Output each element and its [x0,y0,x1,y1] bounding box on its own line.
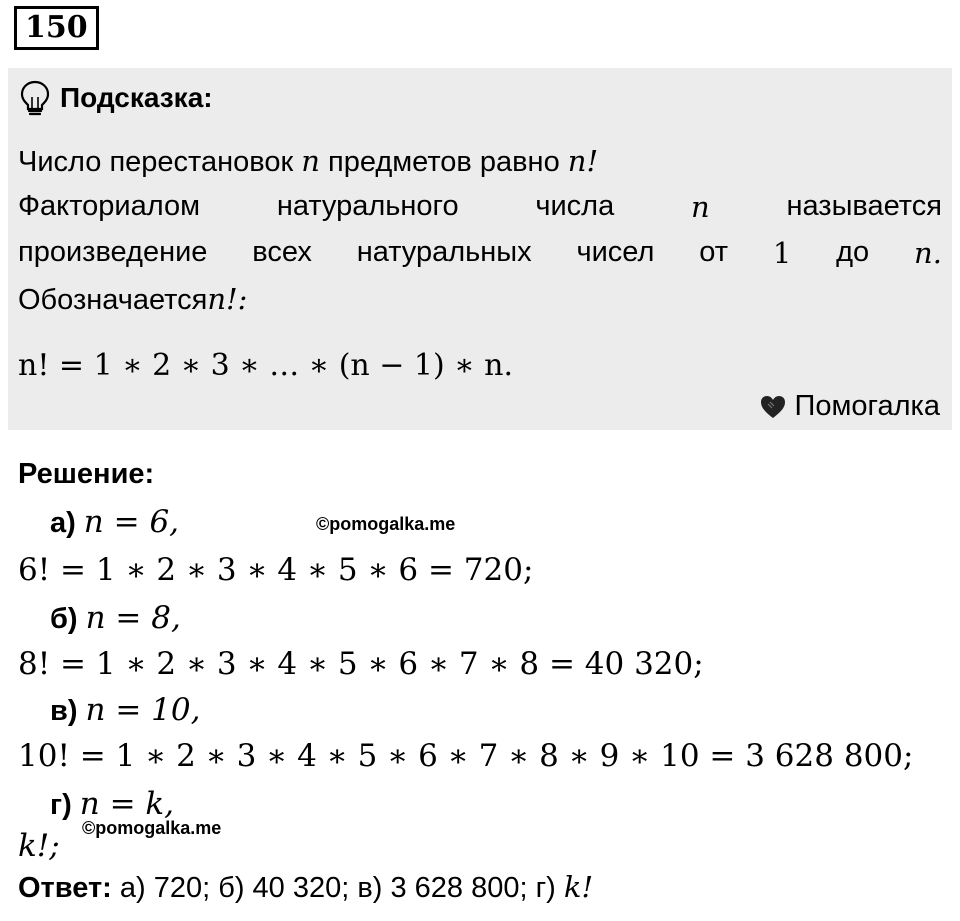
math-expression: n = 8, [85,600,181,636]
hint-word: чисел [576,236,655,268]
hint-header [20,80,213,116]
answer-text: а) 720; б) 40 320; в) 3 628 800; г) [119,872,556,904]
hint-word: называется [786,190,942,222]
hint-word: Факториалом [18,190,201,222]
item-v-given [50,692,200,728]
math-expression: n = 10, [85,692,201,728]
answer-label: Ответ: [18,872,112,904]
hint-title: Подсказка: [60,82,213,113]
math-expression: n!: [207,282,248,316]
hint-word: произведение [18,236,208,268]
hint-line-1 [18,144,942,179]
math-expression: k! [563,870,594,904]
watermark: ©pomogalka.me [82,818,222,838]
hint-word: всех [252,236,312,268]
hint-word: числа [535,190,615,222]
hint-word: натуральных [356,236,532,268]
hint-word: 1 [772,236,792,270]
heart-icon [759,394,787,420]
item-b-result: 8! = 1 ∗ 2 ∗ 3 ∗ 4 ∗ 5 ∗ 6 ∗ 7 ∗ 8 = 40 320; [18,646,704,682]
hint-word: от [699,236,728,268]
item-label: г) [50,789,72,821]
lightbulb-icon [20,80,50,116]
hint-formula: n! = 1 ∗ 2 ∗ 3 ∗ … ∗ (n − 1) ∗ n. [18,348,514,383]
math-variable: n. [914,236,942,270]
item-g-given [50,786,174,822]
item-a-given [50,504,179,540]
answer [18,870,593,905]
task-number: 150 [14,6,99,50]
math-variable: n [691,190,710,224]
hint-box [8,68,952,430]
hint-text: Обозначается [18,284,208,316]
item-g-result: k!; [18,828,60,864]
solution-title: Решение: [18,458,155,490]
hint-word: натурального [276,190,459,222]
item-v-result: 10! = 1 ∗ 2 ∗ 3 ∗ 4 ∗ 5 ∗ 6 ∗ 7 ∗ 8 ∗ 9 ∗ 10 = 3 628 800; [18,738,914,774]
hint-line-4 [18,282,942,317]
item-label: в) [50,695,78,727]
item-label: а) [50,507,76,539]
hint-line-3 [18,236,942,270]
math-expression: n! [567,144,599,178]
math-expression: n = 6, [83,504,180,540]
watermark: ©pomogalka.me [316,514,456,534]
brand-label: Помогалка [794,390,940,422]
hint-word: до [836,236,870,268]
brand [759,390,940,423]
hint-line-2 [18,190,942,224]
item-b-given [50,600,181,636]
hint-text: Число перестановок [18,146,294,178]
item-label: б) [50,603,78,635]
item-a-result: 6! = 1 ∗ 2 ∗ 3 ∗ 4 ∗ 5 ∗ 6 = 720; [18,552,534,588]
math-variable: n [301,144,320,178]
hint-text: предметов равно [328,146,560,178]
math-expression: n = k, [79,786,175,822]
